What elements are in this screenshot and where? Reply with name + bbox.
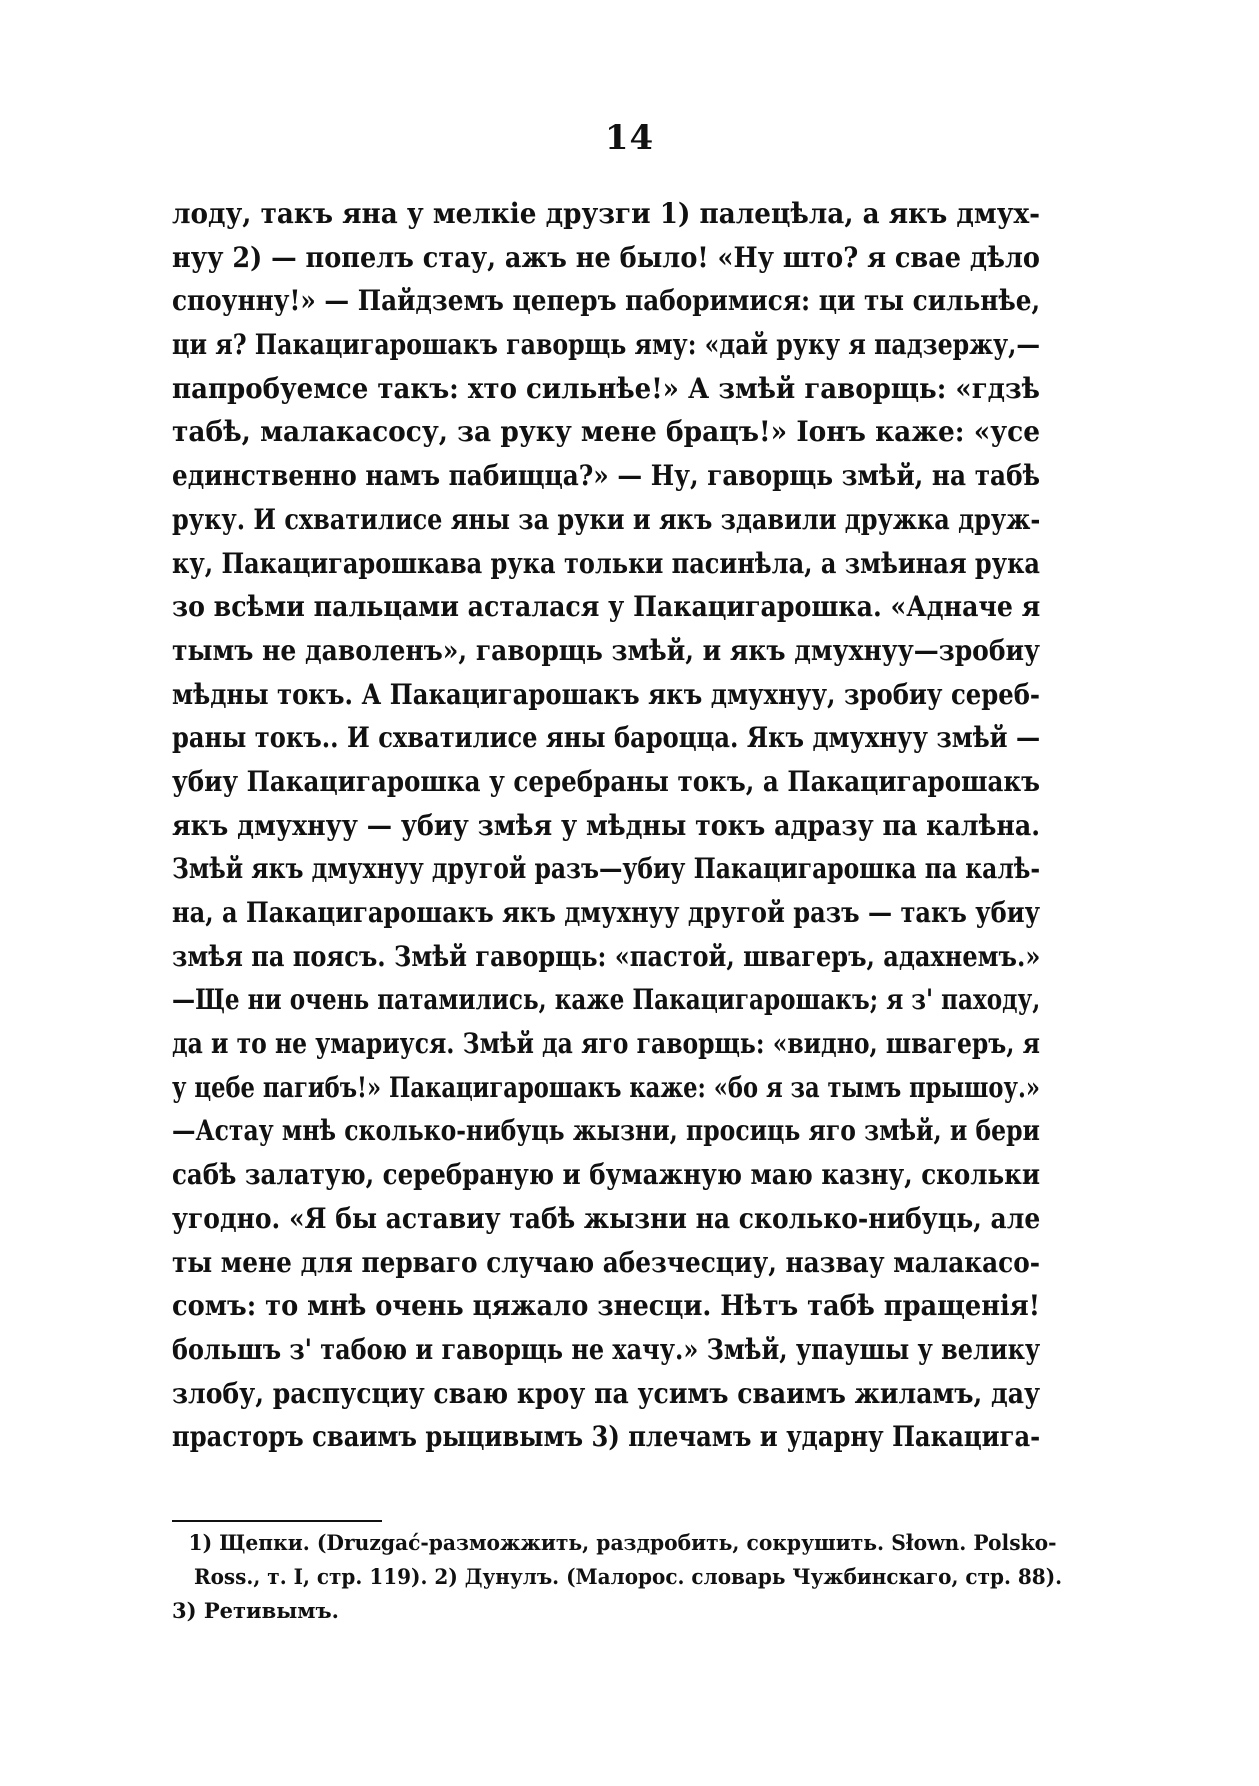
text-line: раны токъ.. И схватилисе яны бароцца. Якъ дмухнуу змѣй —	[172, 721, 1041, 755]
text-line: на, а Пакацигарошакъ якъ дмухнуу другой разъ — такъ убиу	[172, 896, 1041, 929]
footnote-line: Ross., т. I, стр. 119). 2) Дунулъ. (Малорос. словарь Чужбинскаго, стр. 88).	[193, 1564, 1063, 1589]
text-line: ты мене для перваго случаю абезчесциу, назвау малакасо-	[172, 1245, 1040, 1279]
text-line: —Ще ни очень патамились, каже Пакацигарошакъ; я з' паходу,	[172, 983, 1041, 1017]
text-line: злобу, распусциу сваю кроу па усимъ сваимъ жиламъ, дау	[172, 1376, 1041, 1410]
text-line: угодно. «Я бы аставиу табѣ жызни на сколько-нибуць, але	[172, 1201, 1041, 1235]
text-line: прасторъ сваимъ рыцивымъ 3) плечамъ и ударну Пакацига-	[172, 1420, 1041, 1454]
text-line: у цебе пагибъ!» Пакацигарошакъ каже: «бо я за тымъ прышоу.»	[172, 1070, 1040, 1104]
text-line: убиу Пакацигарошка у серебраны токъ, а Пакацигарошакъ	[172, 764, 1041, 798]
text-line: ку, Пакацигарошкава рука тольки пасинѣла, а змѣиная рука	[172, 546, 1041, 580]
text-line: —Астау мнѣ сколько-нибуць жызни, просиць яго змѣй, и бери	[172, 1114, 1040, 1148]
text-line: сабѣ залатую, серебраную и бумажную маю казну, скольки	[172, 1158, 1040, 1192]
text-line: табѣ, малакасосу, за руку мене брацъ!» Іонъ каже: «усе	[172, 415, 1041, 449]
footnote-separator	[172, 1520, 382, 1522]
text-line: папробуемсе такъ: хто сильнѣе!» А змѣй гаворщь: «гдзѣ	[172, 371, 1040, 405]
text-line: мѣдны токъ. А Пакацигарошакъ якъ дмухнуу, зробиу сереб-	[172, 677, 1040, 711]
footnote-line: 3) Ретивымъ.	[172, 1598, 339, 1623]
text-line: единственно намъ пабищца?» — Ну, гаворщь змѣй, на табѣ	[172, 459, 1040, 493]
footnotes	[172, 1526, 1063, 1628]
text-line: ци я? Пакацигарошакъ гаворщь яму: «дай руку я падзержу,—	[172, 328, 1041, 362]
body-text	[172, 192, 1040, 1459]
text-line: зо всѣми пальцами асталася у Пакацигарошка. «Адначе я	[172, 590, 1041, 624]
text-line: руку. И схватилисе яны за руки и якъ здавили дружка друж-	[172, 502, 1041, 536]
text-line: да и то не умариуся. Змѣй да яго гаворщь: «видно, швагеръ, я	[172, 1027, 1040, 1061]
text-line: большъ з' табою и гаворщь не хачу.» Змѣй, упаушы у велику	[172, 1332, 1041, 1366]
text-line: якъ дмухнуу — убиу змѣя у мѣдны токъ адразу па калѣна.	[172, 808, 1041, 842]
text-line: змѣя па поясъ. Змѣй гаворщь: «пастой, швагеръ, адахнемъ.»	[172, 939, 1041, 973]
text-line: нуу 2) — попелъ стау, ажъ не было! «Ну што? я свае дѣло	[172, 240, 1040, 274]
text-line: тымъ не даволенъ», гаворщь змѣй, и якъ дмухнуу—зробиу	[172, 633, 1041, 667]
text-line: Змѣй якъ дмухнуу другой разъ—убиу Пакацигарошка па калѣ-	[172, 852, 1041, 886]
text-line: споунну!» — Пайдземъ цеперъ паборимися: ци ты сильнѣе,	[172, 284, 1041, 318]
footnote-line: 1) Щепки. (Druzgać-разможжить, раздробить, сокрушить. Słown. Polsko-	[188, 1530, 1057, 1555]
text-line: сомъ: то мнѣ очень цяжало знесци. Нѣтъ табѣ пращенія!	[172, 1289, 1041, 1323]
page-number: 14	[604, 118, 655, 158]
text-line: лоду, такъ яна у мелкіе друзги 1) палецѣла, а якъ дмух-	[172, 197, 1041, 230]
